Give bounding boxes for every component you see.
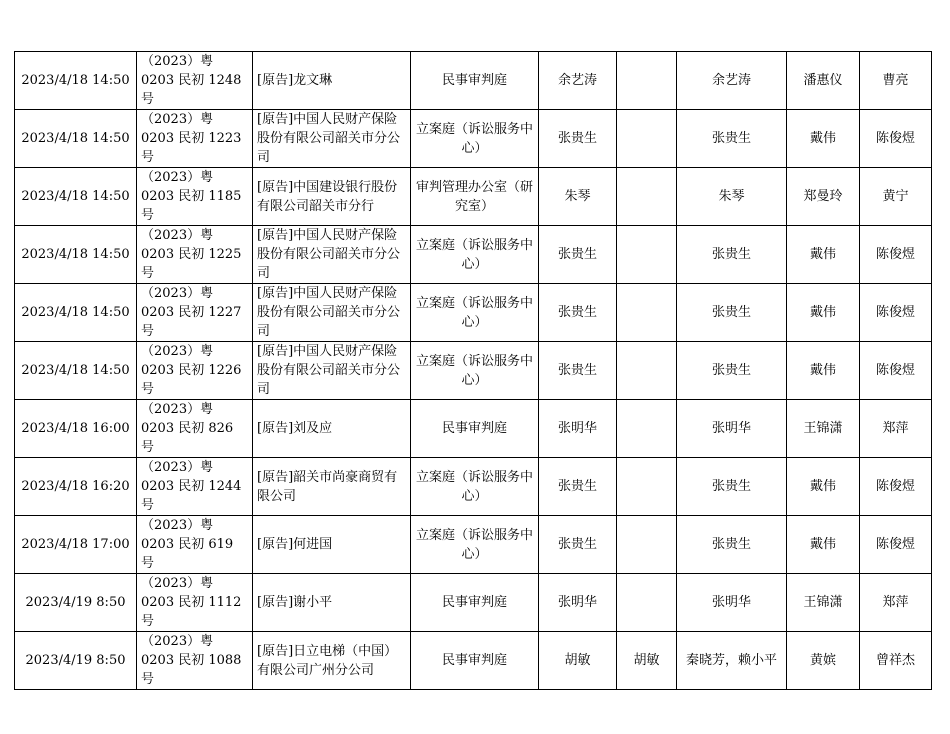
hearing-time-cell: 2023/4/18 14:50 bbox=[15, 284, 137, 342]
assistant-cell: 陈俊煜 bbox=[860, 110, 932, 168]
clerk-cell: 戴伟 bbox=[787, 110, 860, 168]
case-number-cell: （2023）粤 0203 民初 1248 号 bbox=[137, 52, 253, 110]
clerk-cell: 黄嫔 bbox=[787, 632, 860, 690]
case-number-cell: （2023）粤 0203 民初 1227 号 bbox=[137, 284, 253, 342]
panel-members-cell: 张明华 bbox=[677, 400, 787, 458]
case-number-cell: （2023）粤 0203 民初 1225 号 bbox=[137, 226, 253, 284]
table-row bbox=[15, 458, 932, 516]
party-cell: [原告]中国人民财产保险股份有限公司韶关市分公司 bbox=[253, 226, 411, 284]
hearing-time-cell: 2023/4/18 14:50 bbox=[15, 168, 137, 226]
assistant-cell: 陈俊煜 bbox=[860, 226, 932, 284]
panel-members-cell: 张贵生 bbox=[677, 342, 787, 400]
party-cell: [原告]刘及应 bbox=[253, 400, 411, 458]
presiding-judge-cell: 胡敏 bbox=[539, 632, 617, 690]
presiding-judge-cell: 张贵生 bbox=[539, 110, 617, 168]
assistant-cell: 陈俊煜 bbox=[860, 516, 932, 574]
panel-members-cell: 张贵生 bbox=[677, 110, 787, 168]
hearing-time-cell: 2023/4/18 16:00 bbox=[15, 400, 137, 458]
tribunal-cell: 民事审判庭 bbox=[411, 574, 539, 632]
tribunal-cell: 立案庭（诉讼服务中心） bbox=[411, 342, 539, 400]
presiding-judge-cell: 张明华 bbox=[539, 574, 617, 632]
undertaking-judge-cell bbox=[617, 52, 677, 110]
tribunal-cell: 立案庭（诉讼服务中心） bbox=[411, 516, 539, 574]
presiding-judge-cell: 张贵生 bbox=[539, 342, 617, 400]
table-row bbox=[15, 52, 932, 110]
panel-members-cell: 秦晓芳，赖小平 bbox=[677, 632, 787, 690]
assistant-cell: 陈俊煜 bbox=[860, 284, 932, 342]
undertaking-judge-cell bbox=[617, 458, 677, 516]
hearing-time-cell: 2023/4/18 14:50 bbox=[15, 52, 137, 110]
party-cell: [原告]龙文琳 bbox=[253, 52, 411, 110]
clerk-cell: 戴伟 bbox=[787, 458, 860, 516]
presiding-judge-cell: 朱琴 bbox=[539, 168, 617, 226]
party-cell: [原告]韶关市尚豪商贸有限公司 bbox=[253, 458, 411, 516]
tribunal-cell: 审判管理办公室（研究室） bbox=[411, 168, 539, 226]
hearing-schedule-table bbox=[14, 51, 932, 690]
panel-members-cell: 张贵生 bbox=[677, 226, 787, 284]
party-cell: [原告]何进国 bbox=[253, 516, 411, 574]
hearing-time-cell: 2023/4/18 17:00 bbox=[15, 516, 137, 574]
party-cell: [原告]中国人民财产保险股份有限公司韶关市分公司 bbox=[253, 110, 411, 168]
party-cell: [原告]中国人民财产保险股份有限公司韶关市分公司 bbox=[253, 342, 411, 400]
table-row bbox=[15, 516, 932, 574]
panel-members-cell: 张贵生 bbox=[677, 284, 787, 342]
undertaking-judge-cell bbox=[617, 226, 677, 284]
hearing-time-cell: 2023/4/18 16:20 bbox=[15, 458, 137, 516]
case-number-cell: （2023）粤 0203 民初 1223 号 bbox=[137, 110, 253, 168]
clerk-cell: 郑曼玲 bbox=[787, 168, 860, 226]
panel-members-cell: 张贵生 bbox=[677, 458, 787, 516]
undertaking-judge-cell bbox=[617, 516, 677, 574]
undertaking-judge-cell bbox=[617, 342, 677, 400]
assistant-cell: 陈俊煜 bbox=[860, 342, 932, 400]
assistant-cell: 曾祥杰 bbox=[860, 632, 932, 690]
tribunal-cell: 民事审判庭 bbox=[411, 400, 539, 458]
hearing-time-cell: 2023/4/18 14:50 bbox=[15, 342, 137, 400]
case-number-cell: （2023）粤 0203 民初 826 号 bbox=[137, 400, 253, 458]
assistant-cell: 黄宁 bbox=[860, 168, 932, 226]
undertaking-judge-cell bbox=[617, 400, 677, 458]
hearing-time-cell: 2023/4/19 8:50 bbox=[15, 632, 137, 690]
assistant-cell: 曹亮 bbox=[860, 52, 932, 110]
table-row bbox=[15, 168, 932, 226]
undertaking-judge-cell bbox=[617, 284, 677, 342]
table-row bbox=[15, 284, 932, 342]
hearing-time-cell: 2023/4/18 14:50 bbox=[15, 110, 137, 168]
presiding-judge-cell: 张明华 bbox=[539, 400, 617, 458]
hearing-time-cell: 2023/4/19 8:50 bbox=[15, 574, 137, 632]
clerk-cell: 戴伟 bbox=[787, 226, 860, 284]
table-row bbox=[15, 400, 932, 458]
party-cell: [原告]中国建设银行股份有限公司韶关市分行 bbox=[253, 168, 411, 226]
clerk-cell: 戴伟 bbox=[787, 342, 860, 400]
case-number-cell: （2023）粤 0203 民初 619 号 bbox=[137, 516, 253, 574]
undertaking-judge-cell bbox=[617, 110, 677, 168]
case-number-cell: （2023）粤 0203 民初 1088 号 bbox=[137, 632, 253, 690]
presiding-judge-cell: 张贵生 bbox=[539, 284, 617, 342]
clerk-cell: 戴伟 bbox=[787, 284, 860, 342]
presiding-judge-cell: 余艺涛 bbox=[539, 52, 617, 110]
table-row bbox=[15, 110, 932, 168]
table-row bbox=[15, 342, 932, 400]
tribunal-cell: 民事审判庭 bbox=[411, 632, 539, 690]
tribunal-cell: 立案庭（诉讼服务中心） bbox=[411, 226, 539, 284]
panel-members-cell: 朱琴 bbox=[677, 168, 787, 226]
case-number-cell: （2023）粤 0203 民初 1226 号 bbox=[137, 342, 253, 400]
tribunal-cell: 立案庭（诉讼服务中心） bbox=[411, 110, 539, 168]
panel-members-cell: 张明华 bbox=[677, 574, 787, 632]
presiding-judge-cell: 张贵生 bbox=[539, 458, 617, 516]
tribunal-cell: 立案庭（诉讼服务中心） bbox=[411, 458, 539, 516]
clerk-cell: 戴伟 bbox=[787, 516, 860, 574]
undertaking-judge-cell bbox=[617, 168, 677, 226]
assistant-cell: 陈俊煜 bbox=[860, 458, 932, 516]
case-number-cell: （2023）粤 0203 民初 1244 号 bbox=[137, 458, 253, 516]
clerk-cell: 王锦潇 bbox=[787, 574, 860, 632]
panel-members-cell: 余艺涛 bbox=[677, 52, 787, 110]
case-number-cell: （2023）粤 0203 民初 1112 号 bbox=[137, 574, 253, 632]
clerk-cell: 王锦潇 bbox=[787, 400, 860, 458]
party-cell: [原告]日立电梯（中国）有限公司广州分公司 bbox=[253, 632, 411, 690]
assistant-cell: 郑萍 bbox=[860, 400, 932, 458]
table-row bbox=[15, 632, 932, 690]
presiding-judge-cell: 张贵生 bbox=[539, 516, 617, 574]
hearing-time-cell: 2023/4/18 14:50 bbox=[15, 226, 137, 284]
tribunal-cell: 民事审判庭 bbox=[411, 52, 539, 110]
party-cell: [原告]谢小平 bbox=[253, 574, 411, 632]
party-cell: [原告]中国人民财产保险股份有限公司韶关市分公司 bbox=[253, 284, 411, 342]
presiding-judge-cell: 张贵生 bbox=[539, 226, 617, 284]
table-body bbox=[15, 52, 932, 690]
undertaking-judge-cell bbox=[617, 574, 677, 632]
table-row bbox=[15, 226, 932, 284]
assistant-cell: 郑萍 bbox=[860, 574, 932, 632]
tribunal-cell: 立案庭（诉讼服务中心） bbox=[411, 284, 539, 342]
table-row bbox=[15, 574, 932, 632]
case-number-cell: （2023）粤 0203 民初 1185 号 bbox=[137, 168, 253, 226]
panel-members-cell: 张贵生 bbox=[677, 516, 787, 574]
clerk-cell: 潘惠仪 bbox=[787, 52, 860, 110]
undertaking-judge-cell: 胡敏 bbox=[617, 632, 677, 690]
